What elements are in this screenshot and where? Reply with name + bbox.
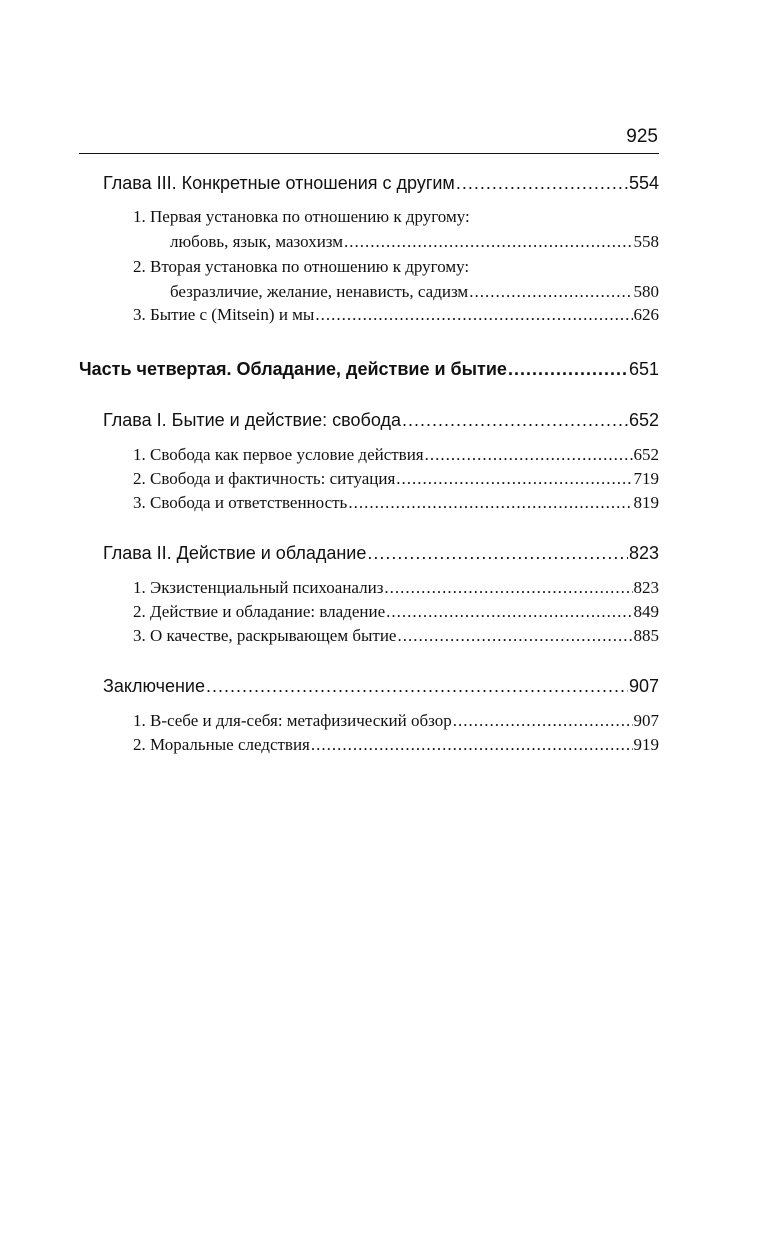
entry-page: 558: [633, 232, 659, 251]
entry-page: 823: [633, 578, 659, 597]
entry-page: 907: [628, 676, 659, 696]
entry-title: 3. О качестве, раскрывающем бытие: [133, 626, 397, 645]
toc-entry-section[interactable]: [133, 626, 659, 646]
toc-entry-chapter-1[interactable]: [103, 410, 659, 431]
toc-entry-section-line[interactable]: 2. Вторая установка по отношению к другому:: [133, 257, 470, 276]
entry-page: 652: [628, 410, 659, 430]
toc-entry-section[interactable]: [133, 711, 659, 731]
dot-leader: [396, 469, 632, 489]
entry-page: 823: [628, 543, 659, 563]
dot-leader: [344, 232, 632, 252]
header-rule: [79, 153, 659, 154]
entry-page: 919: [633, 735, 659, 754]
dot-leader: [453, 711, 633, 731]
entry-title: Глава I. Бытие и действие: свобода: [103, 410, 401, 430]
toc-entry-section[interactable]: [133, 602, 659, 622]
dot-leader: [315, 305, 632, 325]
toc-entry-section-line[interactable]: 1. Первая установка по отношению к другому:: [133, 207, 470, 226]
dot-leader: [384, 578, 632, 598]
entry-page: 907: [633, 711, 659, 730]
entry-page: 652: [633, 445, 659, 464]
toc-entry-section[interactable]: [170, 232, 659, 252]
entry-title: 2. Действие и обладание: владение: [133, 602, 386, 621]
entry-title: Заключение: [103, 676, 205, 696]
toc-entry-section[interactable]: [170, 282, 659, 302]
toc-entry-section[interactable]: [133, 735, 659, 755]
dot-leader: [425, 445, 633, 465]
toc-entry-chapter-2[interactable]: [103, 543, 659, 564]
entry-page: 849: [633, 602, 659, 621]
entry-page: 651: [628, 359, 659, 379]
page-number: 925: [626, 126, 658, 147]
entry-title: Глава III. Конкретные отношения с другим: [103, 173, 455, 193]
toc-entry-chapter-3[interactable]: [103, 173, 659, 194]
entry-page: 719: [633, 469, 659, 488]
entry-title: 3. Бытие с (Mitsein) и мы: [133, 305, 315, 324]
toc-entry-conclusion[interactable]: [103, 676, 659, 697]
dot-leader: [386, 602, 632, 622]
entry-page: 626: [633, 305, 659, 324]
entry-page: 580: [633, 282, 659, 301]
entry-title: 2. Свобода и фактичность: ситуация: [133, 469, 396, 488]
toc-entry-section[interactable]: [133, 469, 659, 489]
dot-leader: [367, 543, 628, 564]
dot-leader: [311, 735, 633, 755]
entry-title: 1. Свобода как первое условие действия: [133, 445, 424, 464]
toc-entry-section[interactable]: [133, 305, 659, 325]
entry-page: 554: [628, 173, 659, 193]
entry-title: Глава II. Действие и обладание: [103, 543, 367, 563]
entry-title: любовь, язык, мазохизм: [170, 232, 344, 251]
dot-leader: [469, 282, 632, 302]
entry-page: 819: [633, 493, 659, 512]
toc-entry-section[interactable]: [133, 493, 659, 513]
toc-entry-section[interactable]: [133, 578, 659, 598]
dot-leader: [206, 676, 628, 697]
toc-entry-section[interactable]: [133, 445, 659, 465]
entry-title: безразличие, желание, ненависть, садизм: [170, 282, 469, 301]
entry-page: 885: [633, 626, 659, 645]
entry-title: 1. Экзистенциальный психоанализ: [133, 578, 384, 597]
dot-leader: [348, 493, 632, 513]
dot-leader: [508, 359, 628, 380]
entry-title: 2. Моральные следствия: [133, 735, 310, 754]
toc-entry-part-4[interactable]: [79, 359, 659, 380]
dot-leader: [397, 626, 632, 646]
dot-leader: [402, 410, 628, 431]
dot-leader: [456, 173, 628, 194]
entry-title: 3. Свобода и ответственность: [133, 493, 348, 512]
entry-title: Часть четвертая. Обладание, действие и бытие: [79, 359, 507, 379]
entry-title: 1. В-себе и для-себя: метафизический обзор: [133, 711, 452, 730]
